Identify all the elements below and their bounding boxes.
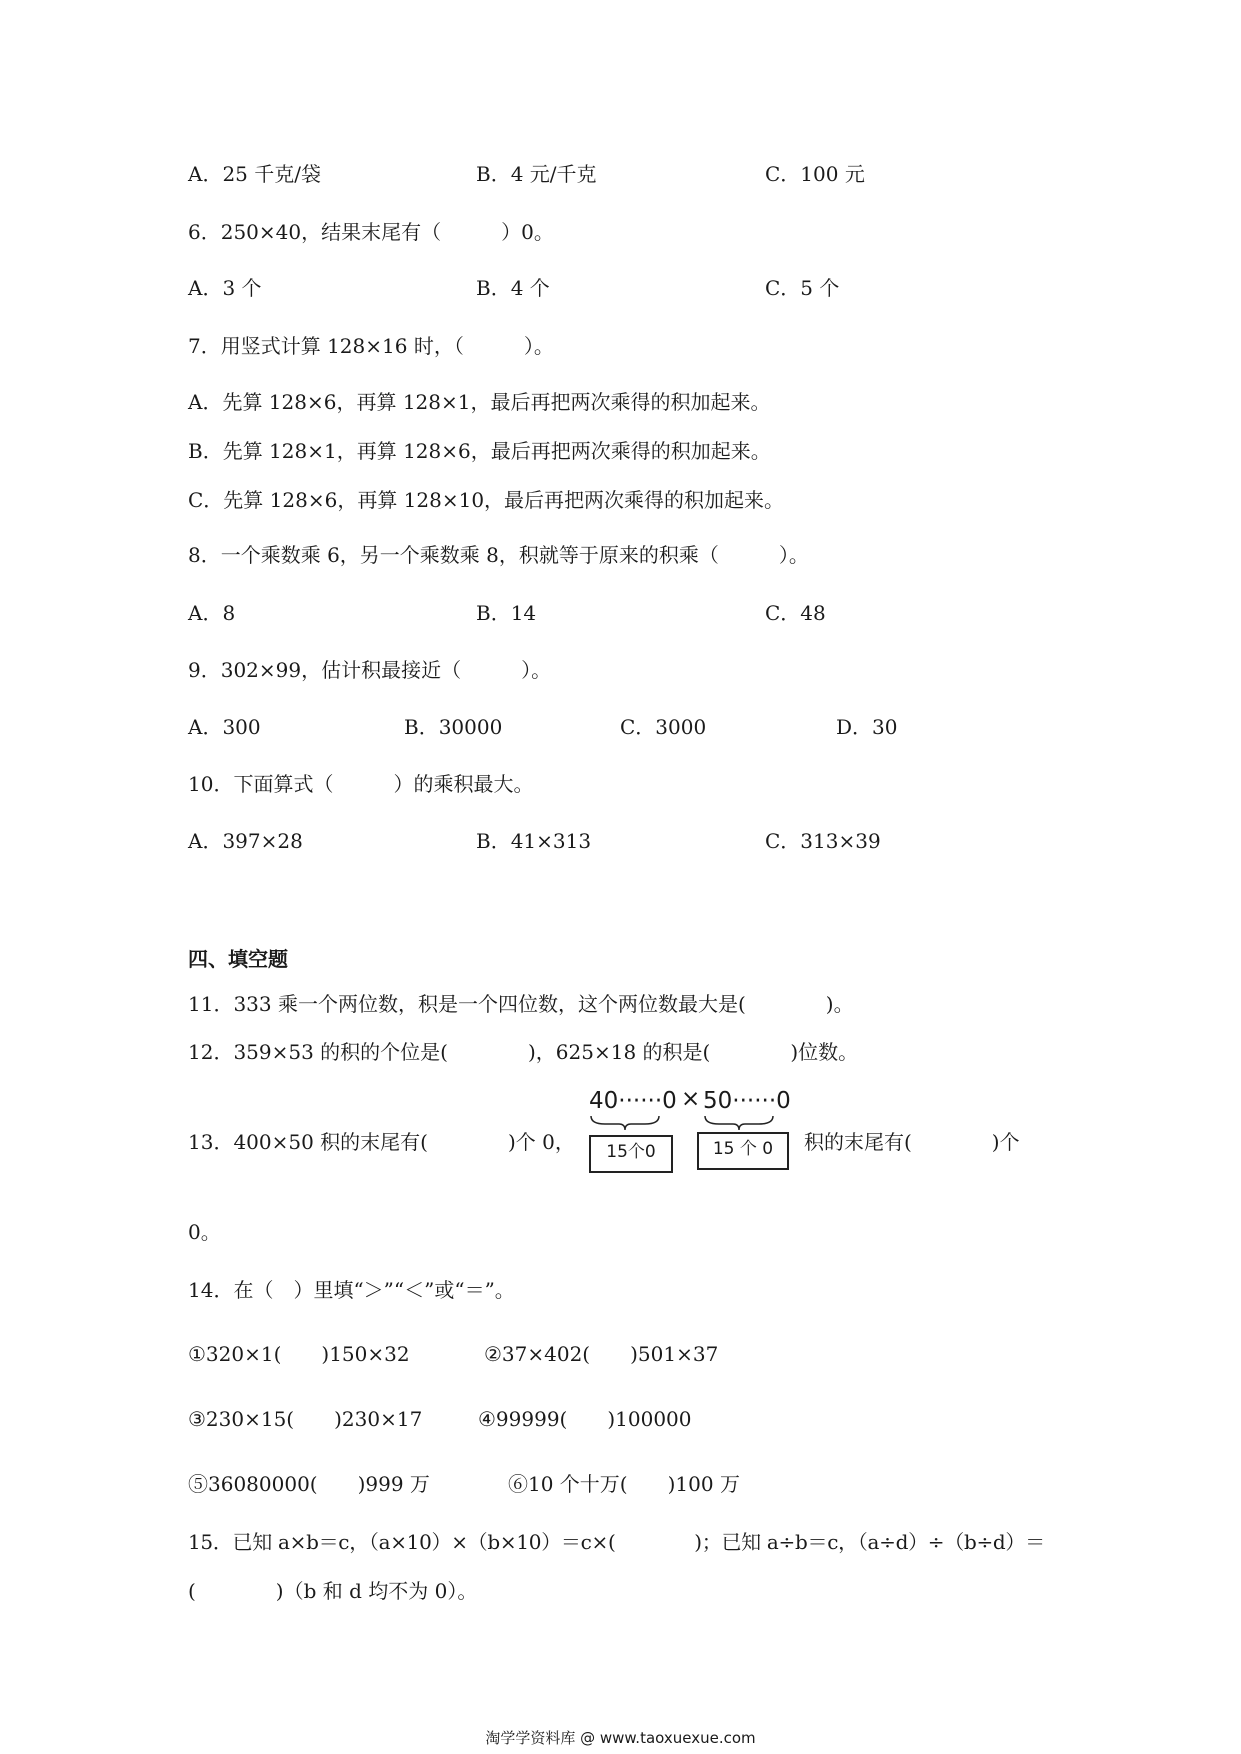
- q5-option-b: B．4 元/千克: [476, 162, 597, 186]
- q14-stem: 14．在（ ）里填“＞”“＜”或“＝”。: [188, 1278, 515, 1302]
- q10-stem: 10．下面算式（ ）的乘积最大。: [188, 772, 534, 796]
- q13-continuation: 积的末尾有( )个: [804, 1130, 1020, 1154]
- q12-stem: 12．359×53 的积的个位是( )，625×18 的积是( )位数。: [188, 1040, 859, 1064]
- q9-option-a: A．300: [188, 715, 261, 739]
- q8-option-c: C．48: [765, 601, 826, 625]
- q6-option-b: B．4 个: [476, 276, 550, 300]
- q14-item-1: ①320×1( )150×32: [188, 1342, 410, 1366]
- q9-option-b: B．30000: [404, 715, 503, 739]
- q9-stem: 9．302×99，估计积最接近（ ）。: [188, 658, 552, 682]
- q14-item-2: ②37×402( )501×37: [484, 1342, 719, 1366]
- q10-option-c: C．313×39: [765, 829, 881, 853]
- q6-stem: 6．250×40，结果末尾有（ ）0。: [188, 220, 554, 244]
- diagram-left-box: 15个0: [589, 1135, 673, 1173]
- right-brace-icon: [705, 1116, 773, 1130]
- q9-option-d: D．30: [836, 715, 898, 739]
- q5-option-a: A．25 千克/袋: [188, 162, 321, 186]
- q6-option-a: A．3 个: [188, 276, 262, 300]
- q10-option-b: B．41×313: [476, 829, 592, 853]
- q13-diagram: [585, 1088, 800, 1180]
- diagram-left-number: 40······0: [589, 1088, 677, 1114]
- left-brace-icon: [591, 1116, 659, 1130]
- q11-stem: 11．333 乘一个两位数，积是一个四位数，这个两位数最大是( )。: [188, 992, 854, 1016]
- q15-line-2: ( )（b 和 d 均不为 0）。: [188, 1579, 478, 1603]
- q15-line-1: 15．已知 a×b＝c，（a×10）×（b×10）＝c×( )；已知 a÷b＝c，（a÷d）÷（b÷d）＝: [188, 1530, 1045, 1554]
- q14-item-6: ⑥10 个十万( )100 万: [508, 1472, 740, 1496]
- q14-item-5: ⑤36080000( )999 万: [188, 1472, 430, 1496]
- q13-stem: 13．400×50 积的末尾有( )个 0，: [188, 1130, 575, 1154]
- q7-option-c: C．先算 128×6，再算 128×10，最后再把两次乘得的积加起来。: [188, 488, 785, 512]
- section-title: 四、填空题: [188, 947, 288, 971]
- q5-option-c: C．100 元: [765, 162, 865, 186]
- q14-item-3: ③230×15( )230×17: [188, 1407, 423, 1431]
- q7-option-b: B．先算 128×1，再算 128×6，最后再把两次乘得的积加起来。: [188, 439, 771, 463]
- diagram-times-sign: ×: [681, 1086, 701, 1112]
- diagram-right-number: 50······0: [703, 1088, 791, 1114]
- q8-option-a: A．8: [188, 601, 236, 625]
- q8-stem: 8．一个乘数乘 6，另一个乘数乘 8，积就等于原来的积乘（ ）。: [188, 543, 809, 567]
- q7-option-a: A．先算 128×6，再算 128×1，最后再把两次乘得的积加起来。: [188, 390, 771, 414]
- q10-option-a: A．397×28: [188, 829, 303, 853]
- diagram-right-box: 15 个 0: [697, 1132, 789, 1170]
- q6-option-c: C．5 个: [765, 276, 840, 300]
- q13-tail: 0。: [188, 1220, 221, 1244]
- q8-option-b: B．14: [476, 601, 537, 625]
- q7-stem: 7．用竖式计算 128×16 时，（ ）。: [188, 334, 554, 358]
- q9-option-c: C．3000: [620, 715, 707, 739]
- q14-item-4: ④99999( )100000: [478, 1407, 692, 1431]
- footer-watermark: 淘学学资料库 @ www.taoxuexue.com: [485, 1729, 756, 1747]
